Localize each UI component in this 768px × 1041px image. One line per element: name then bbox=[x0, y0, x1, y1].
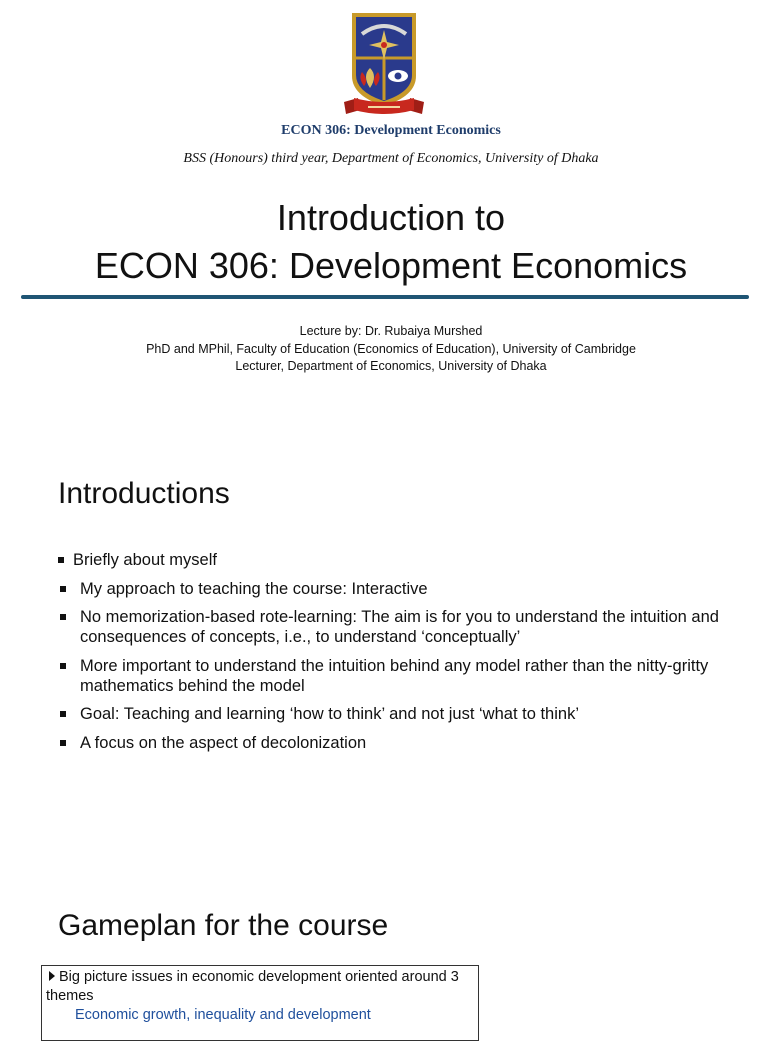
triangle-bullet-icon bbox=[49, 971, 55, 981]
square-bullet-icon bbox=[60, 711, 66, 717]
course-code-heading: ECON 306: Development Economics bbox=[281, 123, 501, 138]
list-item: Goal: Teaching and learning ‘how to think’ and not just ‘what to think’ bbox=[58, 704, 728, 724]
list-item: Briefly about myself bbox=[58, 550, 728, 570]
introductions-heading: Introductions bbox=[58, 477, 230, 510]
slide-title-line1: Introduction to bbox=[276, 197, 506, 238]
square-bullet-icon bbox=[60, 663, 66, 669]
gameplan-heading: Gameplan for the course bbox=[58, 909, 389, 942]
lecturer-name: Lecture by: Dr. Rubaiya Murshed bbox=[299, 324, 483, 338]
program-subtitle: BSS (Honours) third year, Department of Economics, University of Dhaka bbox=[183, 151, 599, 166]
list-item: No memorization-based rote-learning: The aim is for you to understand the intuition and consequences of concepts, i.e., to understand ‘conceptually’ bbox=[58, 607, 728, 647]
list-item: My approach to teaching the course: Interactive bbox=[58, 579, 728, 599]
lecturer-degree: PhD and MPhil, Faculty of Education (Economics of Education), University of Cambridge bbox=[146, 341, 636, 356]
gameplan-item: Big picture issues in economic development oriented around 3 themes bbox=[46, 969, 459, 1004]
lecturer-position: Lecturer, Department of Economics, University of Dhaka bbox=[235, 359, 547, 373]
square-bullet-icon bbox=[58, 557, 64, 563]
gameplan-theme-1: Economic growth, inequality and development bbox=[75, 1007, 371, 1023]
slide-title bbox=[0, 194, 768, 290]
square-bullet-icon bbox=[60, 740, 66, 746]
list-item: A focus on the aspect of decolonization bbox=[58, 733, 728, 753]
square-bullet-icon bbox=[60, 586, 66, 592]
lecturer-info bbox=[0, 323, 768, 376]
university-crest-icon bbox=[342, 10, 426, 118]
title-divider bbox=[21, 295, 749, 299]
introductions-list bbox=[58, 550, 728, 761]
list-item: More important to understand the intuition behind any model rather than the nitty-gritty mathematics behind the model bbox=[58, 656, 728, 696]
slide-title-line2: ECON 306: Development Economics bbox=[94, 245, 688, 286]
square-bullet-icon bbox=[60, 614, 66, 620]
gameplan-outline-box bbox=[41, 965, 479, 1041]
